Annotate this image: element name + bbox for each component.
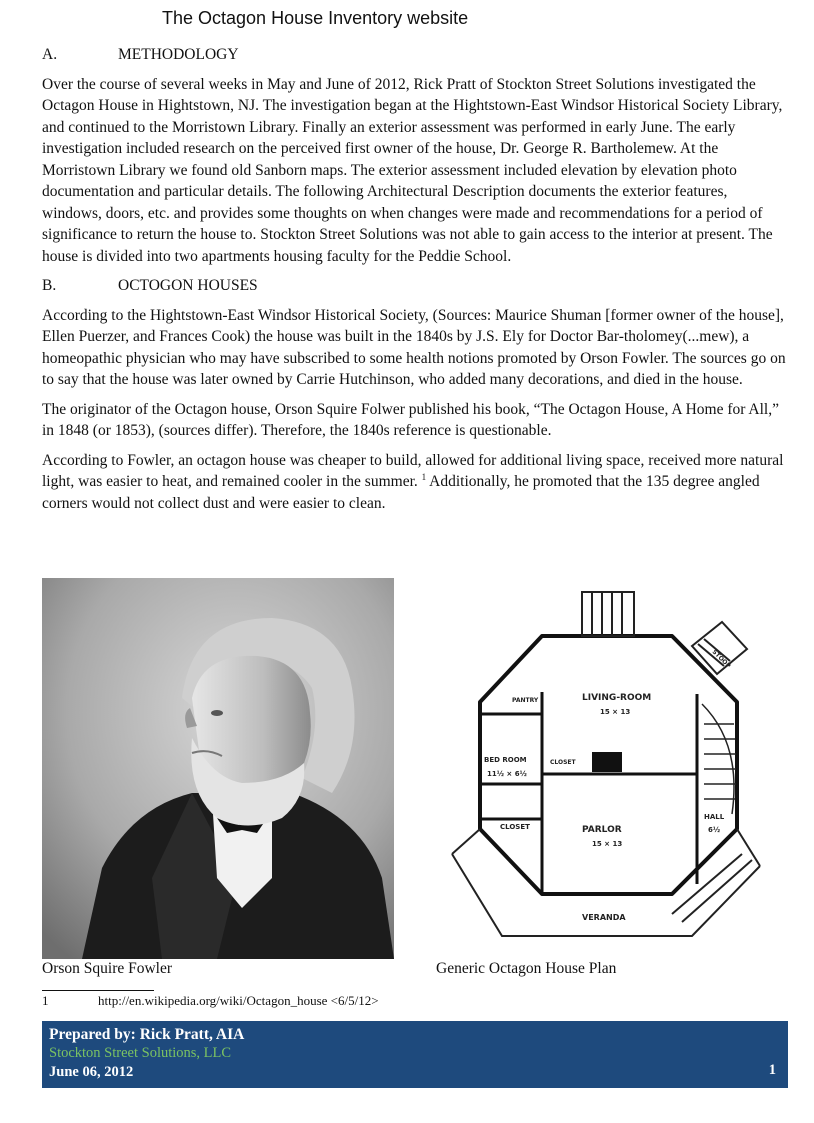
plan-label-veranda: VERANDA [582, 913, 626, 922]
plan-caption: Generic Octagon House Plan [436, 960, 617, 977]
plan-label-hall: HALL [704, 813, 725, 821]
page-number: 1 [768, 1062, 776, 1078]
footnote [42, 993, 379, 1009]
section-letter: A. [42, 46, 58, 63]
plan-label-bed-room: BED ROOM [484, 756, 527, 764]
history-paragraph: According to the Hightstown-East Windsor Historical Society, (Sources: Maurice Shuman [former owner of the house], Ellen Puerzer, and Frances Cook) the house was built in the 1840s by J.S. Ely for Doctor Bar-tholomey(...mew), a homeopathic physician who may have subscribed to some health notions promoted by Orson Fowler. The sources go on to say that the house was later owned by Carrie Hutchinson, who added many decorations, and died in the house. [42, 306, 786, 388]
plan-label-stoop: STOOP [710, 648, 732, 670]
plan-label-bed-room-dim: 11½ × 6½ [487, 770, 527, 778]
footer-company: Stockton Street Solutions, LLC [49, 1045, 232, 1061]
section-letter: B. [42, 277, 57, 294]
footnote-reference[interactable]: 1 [421, 472, 427, 482]
page-footer [42, 1021, 788, 1088]
footnote-link[interactable]: http://en.wikipedia.org/wiki/Octagon_house <6/5/12> [98, 993, 379, 1008]
footer-date: June 06, 2012 [49, 1064, 134, 1080]
footer-prepared-by: Prepared by: Rick Pratt, AIA [49, 1026, 245, 1043]
plan-label-living-room: LIVING-ROOM [582, 693, 652, 703]
originator-paragraph: The originator of the Octagon house, Orson Squire Folwer published his book, “The Octagon House, A Home for All,” in 1848 (or 1853), (sources differ). Therefore, the 1840s reference is questionable. [42, 400, 779, 439]
floor-plan-drawing [442, 584, 790, 956]
section-title: METHODOLOGY [118, 46, 239, 63]
footnote-divider [42, 990, 154, 991]
plan-label-closet: CLOSET [550, 759, 576, 766]
methodology-paragraph: Over the course of several weeks in May and June of 2012, Rick Pratt of Stockton Street Solutions investigated the Octagon House in Hightstown, NJ. The investigation began at the Hightstown-East Windsor Historical Society Library, and continued to the Morristown Library. Finally an exterior assessment was performed in early June. The early investigation included research on the perceived first owner of the house, Dr. George R. Bartholemew. At the Morristown Library we found old Sanborn maps. The exterior assessment included elevation by elevation photo documentation and particular details. The following Architectural Description documents the exterior features, windows, doors, etc. and provides some thoughts on when changes were made and recommendations for a period of significance to return the house to. Stockton Street Solutions was not able to gain access to the interior at present. The house is divided into two apartments housing faculty for the Peddie School. [42, 75, 783, 265]
plan-label-living-room-dim: 15 × 13 [600, 708, 631, 716]
plan-label-hall-dim: 6½ [708, 826, 721, 834]
plan-label-closet: CLOSET [500, 823, 530, 831]
section-heading-octagon-houses [42, 275, 790, 297]
portrait-photo [42, 578, 394, 959]
section-title: OCTOGON HOUSES [118, 277, 258, 294]
page-header-title: The Octagon House Inventory website [162, 8, 469, 28]
figures-row [42, 578, 790, 988]
footnote-number: 1 [42, 993, 49, 1008]
plan-label-parlor-dim: 15 × 13 [592, 840, 623, 848]
portrait-caption: Orson Squire Fowler [42, 960, 173, 977]
document-body [42, 44, 790, 522]
section-heading-methodology [42, 44, 790, 66]
plan-label-pantry: PANTRY [512, 697, 539, 704]
fowler-benefits-paragraph: According to Fowler, an octagon house was cheaper to build, allowed for additional living space, received more natural light, was easier to heat, and remained cooler in the summer. $^1$ Additionally, he promoted that the 135 degree angled corners would not collect dust and were easier to clean. [42, 451, 784, 512]
plan-label-parlor: PARLOR [582, 825, 622, 835]
